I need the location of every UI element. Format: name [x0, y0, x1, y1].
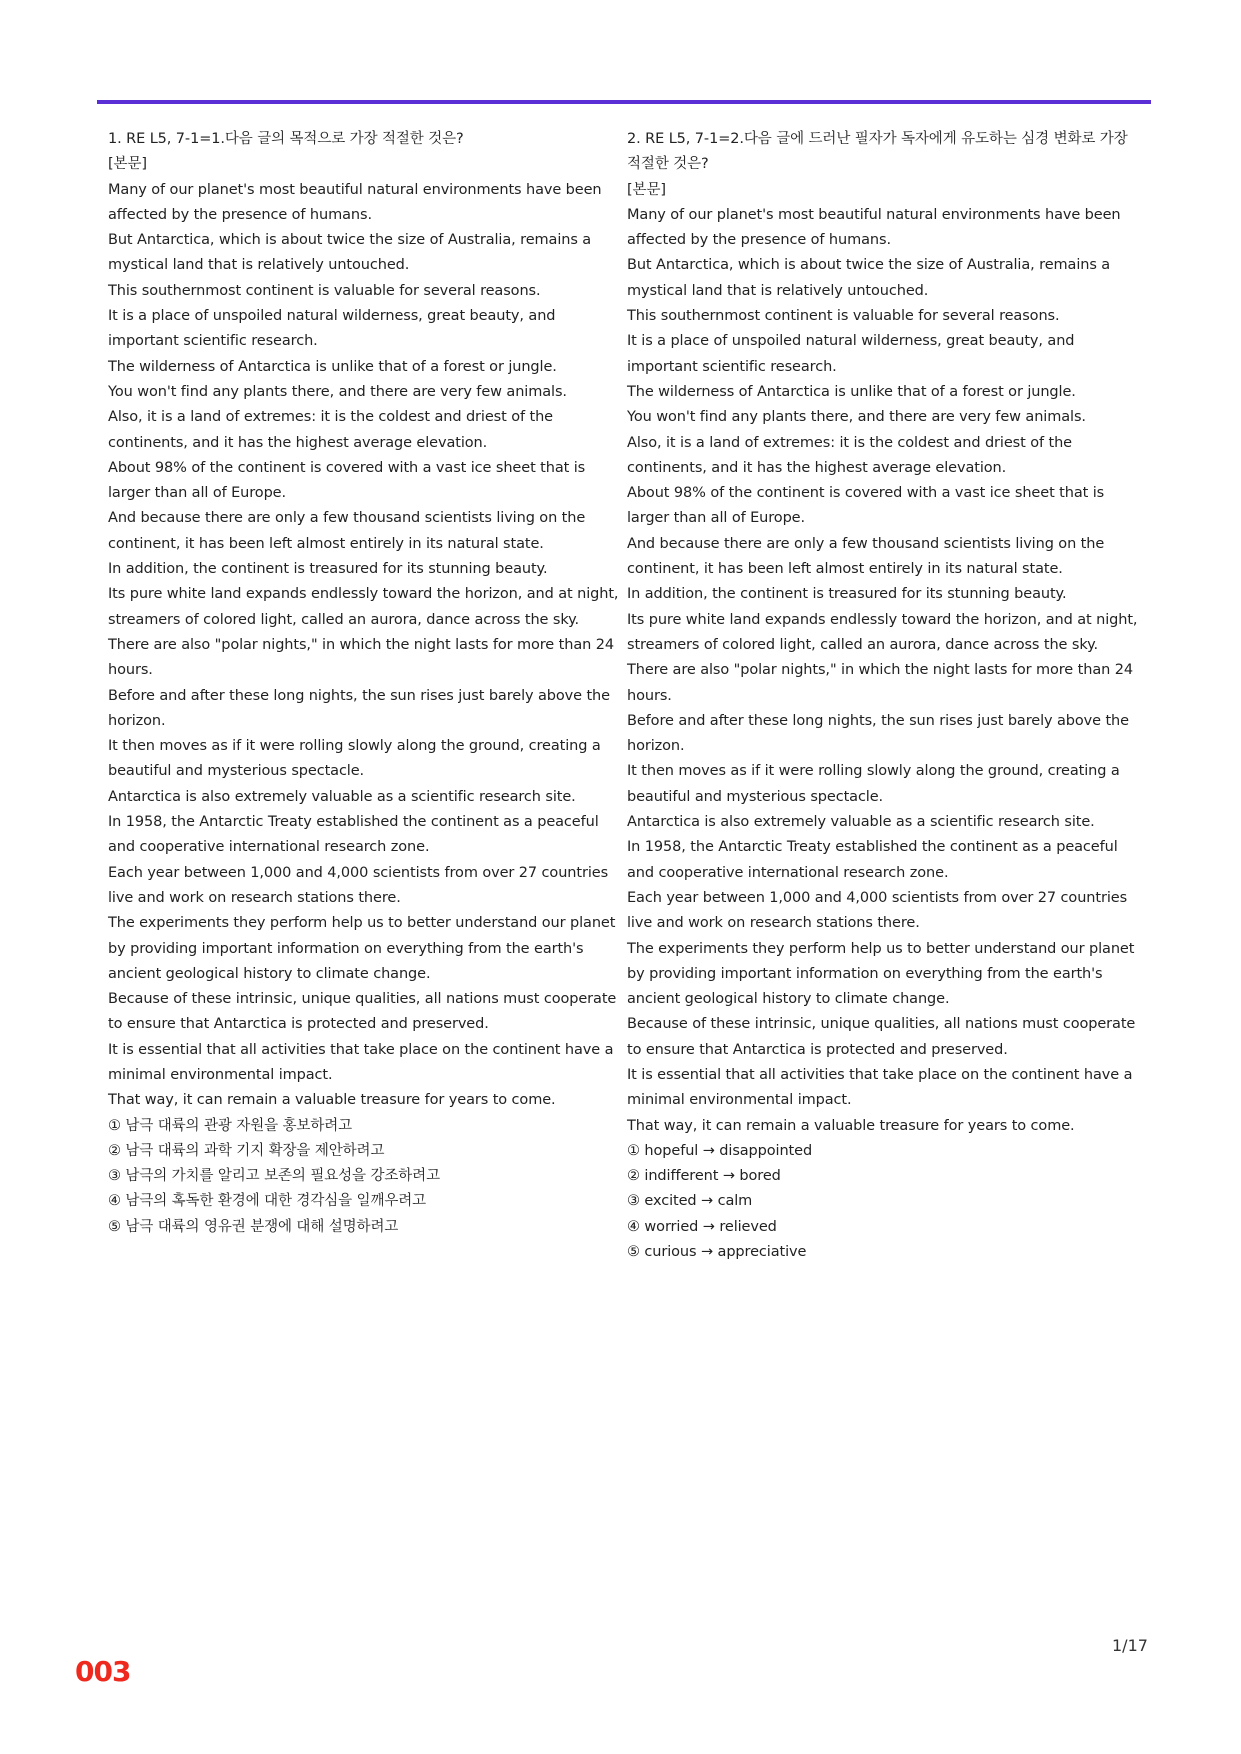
passage-line: It is essential that all activities that take place on the continent have a minimal environmental impact. [627, 1066, 1133, 1109]
passage-line: In addition, the continent is treasured for its stunning beauty. [627, 586, 1067, 603]
passage-line: About 98% of the continent is covered with a vast ice sheet that is larger than all of Europe. [108, 459, 586, 502]
passage-line: You won't find any plants there, and there are very few animals. [108, 383, 567, 400]
passage-line: It is a place of unspoiled natural wilderness, great beauty, and important scientific research. [108, 308, 556, 350]
answer-option: ⑤ 남극 대륙의 영유권 분쟁에 대해 설명하려고 [108, 1218, 399, 1235]
passage-line: The experiments they perform help us to better understand our planet by providing important information on everything from the earth's ancient geological history to climate change. [627, 940, 1135, 1008]
answer-option: ④ worried → relieved [627, 1218, 777, 1235]
passage-line: The wilderness of Antarctica is unlike that of a forest or jungle. [108, 358, 557, 375]
passage-line: Many of our planet's most beautiful natural environments have been affected by the presence of humans. [627, 206, 1121, 249]
question-1-passage [108, 178, 620, 1114]
passage-line: Each year between 1,000 and 4,000 scientists from over 27 countries live and work on research stations there. [108, 864, 609, 906]
passage-line: That way, it can remain a valuable treasure for years to come. [627, 1117, 1075, 1134]
question-1 [108, 127, 620, 1240]
question-2-passage [627, 203, 1139, 1139]
passage-line: In addition, the continent is treasured for its stunning beauty. [108, 561, 548, 578]
passage-line: There are also "polar nights," in which the night lasts for more than 24 hours. [108, 636, 614, 679]
passage-line: And because there are only a few thousand scientists living on the continent, it has been left almost entirely in its natural state. [108, 510, 586, 552]
passage-line: It is a place of unspoiled natural wilderness, great beauty, and important scientific research. [627, 333, 1075, 375]
passage-line: But Antarctica, which is about twice the size of Australia, remains a mystical land that is relatively untouched. [108, 232, 592, 274]
passage-line: Many of our planet's most beautiful natural environments have been affected by the presence of humans. [108, 181, 602, 223]
passage-line: It is essential that all activities that take place on the continent have a minimal environmental impact. [108, 1041, 614, 1083]
answer-option: ③ excited → calm [627, 1193, 753, 1210]
question-1-passage-label: [본문] [108, 156, 147, 173]
passage-line: The wilderness of Antarctica is unlike that of a forest or jungle. [627, 383, 1076, 400]
passage-line: It then moves as if it were rolling slowly along the ground, creating a beautiful and mysterious spectacle. [627, 763, 1120, 805]
passage-line: Because of these intrinsic, unique qualities, all nations must cooperate to ensure that Antarctica is protected and preserved. [108, 991, 617, 1033]
passage-line: Also, it is a land of extremes: it is the coldest and driest of the continents, and it has the highest average elevation. [627, 434, 1072, 476]
answer-option: ① 남극 대륙의 관광 자원을 홍보하려고 [108, 1117, 353, 1134]
question-1-options [108, 1114, 620, 1240]
passage-line: You won't find any plants there, and there are very few animals. [627, 409, 1086, 426]
question-2-passage-label: [본문] [627, 181, 666, 198]
question-2-heading: 2. RE L5, 7-1=2.다음 글에 드러난 필자가 독자에게 유도하는 심경 변화로 가장 적절한 것은? [627, 131, 1128, 173]
passage-line: About 98% of the continent is covered with a vast ice sheet that is larger than all of Europe. [627, 485, 1105, 527]
passage-line: Because of these intrinsic, unique qualities, all nations must cooperate to ensure that Antarctica is protected and preserved. [627, 1016, 1136, 1058]
answer-option: ① hopeful → disappointed [627, 1142, 813, 1159]
question-2 [627, 127, 1139, 1265]
passage-line: There are also "polar nights," in which the night lasts for more than 24 hours. [627, 662, 1133, 704]
passage-line: It then moves as if it were rolling slowly along the ground, creating a beautiful and mysterious spectacle. [108, 738, 601, 780]
answer-option: ② 남극 대륙의 과학 기지 확장을 제안하려고 [108, 1142, 385, 1159]
passage-line: Its pure white land expands endlessly toward the horizon, and at night, streamers of colored light, called an aurora, dance across the sky. [108, 586, 619, 628]
passage-line: This southernmost continent is valuable for several reasons. [108, 282, 541, 299]
question-2-options [627, 1139, 1139, 1265]
answer-option: ④ 남극의 혹독한 환경에 대한 경각심을 일깨우려고 [108, 1193, 427, 1210]
passage-line: And because there are only a few thousand scientists living on the continent, it has been left almost entirely in its natural state. [627, 535, 1105, 578]
passage-line: This southernmost continent is valuable for several reasons. [627, 308, 1060, 325]
answer-option: ⑤ curious → appreciative [627, 1244, 807, 1261]
passage-line: Its pure white land expands endlessly toward the horizon, and at night, streamers of colored light, called an aurora, dance across the sky. [627, 611, 1138, 653]
passage-line: Before and after these long nights, the sun rises just barely above the horizon. [627, 712, 1129, 755]
answer-option: ③ 남극의 가치를 알리고 보존의 필요성을 강조하려고 [108, 1168, 440, 1185]
question-1-heading: 1. RE L5, 7-1=1.다음 글의 목적으로 가장 적절한 것은? [108, 131, 464, 147]
top-rule [97, 100, 1151, 104]
passage-line: Antarctica is also extremely valuable as a scientific research site. [627, 814, 1095, 831]
passage-line: In 1958, the Antarctic Treaty established the continent as a peaceful and cooperative international research zone. [627, 839, 1118, 881]
page-code: 003 [75, 1655, 131, 1688]
passage-line: The experiments they perform help us to better understand our planet by providing important information on everything from the earth's ancient geological history to climate change. [108, 915, 616, 982]
passage-line: That way, it can remain a valuable treasure for years to come. [108, 1092, 556, 1109]
passage-line: Antarctica is also extremely valuable as a scientific research site. [108, 788, 576, 805]
page-number: 1/17 [1112, 1636, 1148, 1655]
answer-option: ② indifferent → bored [627, 1168, 781, 1185]
passage-line: But Antarctica, which is about twice the size of Australia, remains a mystical land that is relatively untouched. [627, 257, 1111, 299]
passage-line: Before and after these long nights, the sun rises just barely above the horizon. [108, 687, 610, 729]
passage-line: Each year between 1,000 and 4,000 scientists from over 27 countries live and work on research stations there. [627, 889, 1128, 932]
passage-line: Also, it is a land of extremes: it is the coldest and driest of the continents, and it has the highest average elevation. [108, 409, 553, 451]
passage-line: In 1958, the Antarctic Treaty established the continent as a peaceful and cooperative international research zone. [108, 814, 599, 856]
